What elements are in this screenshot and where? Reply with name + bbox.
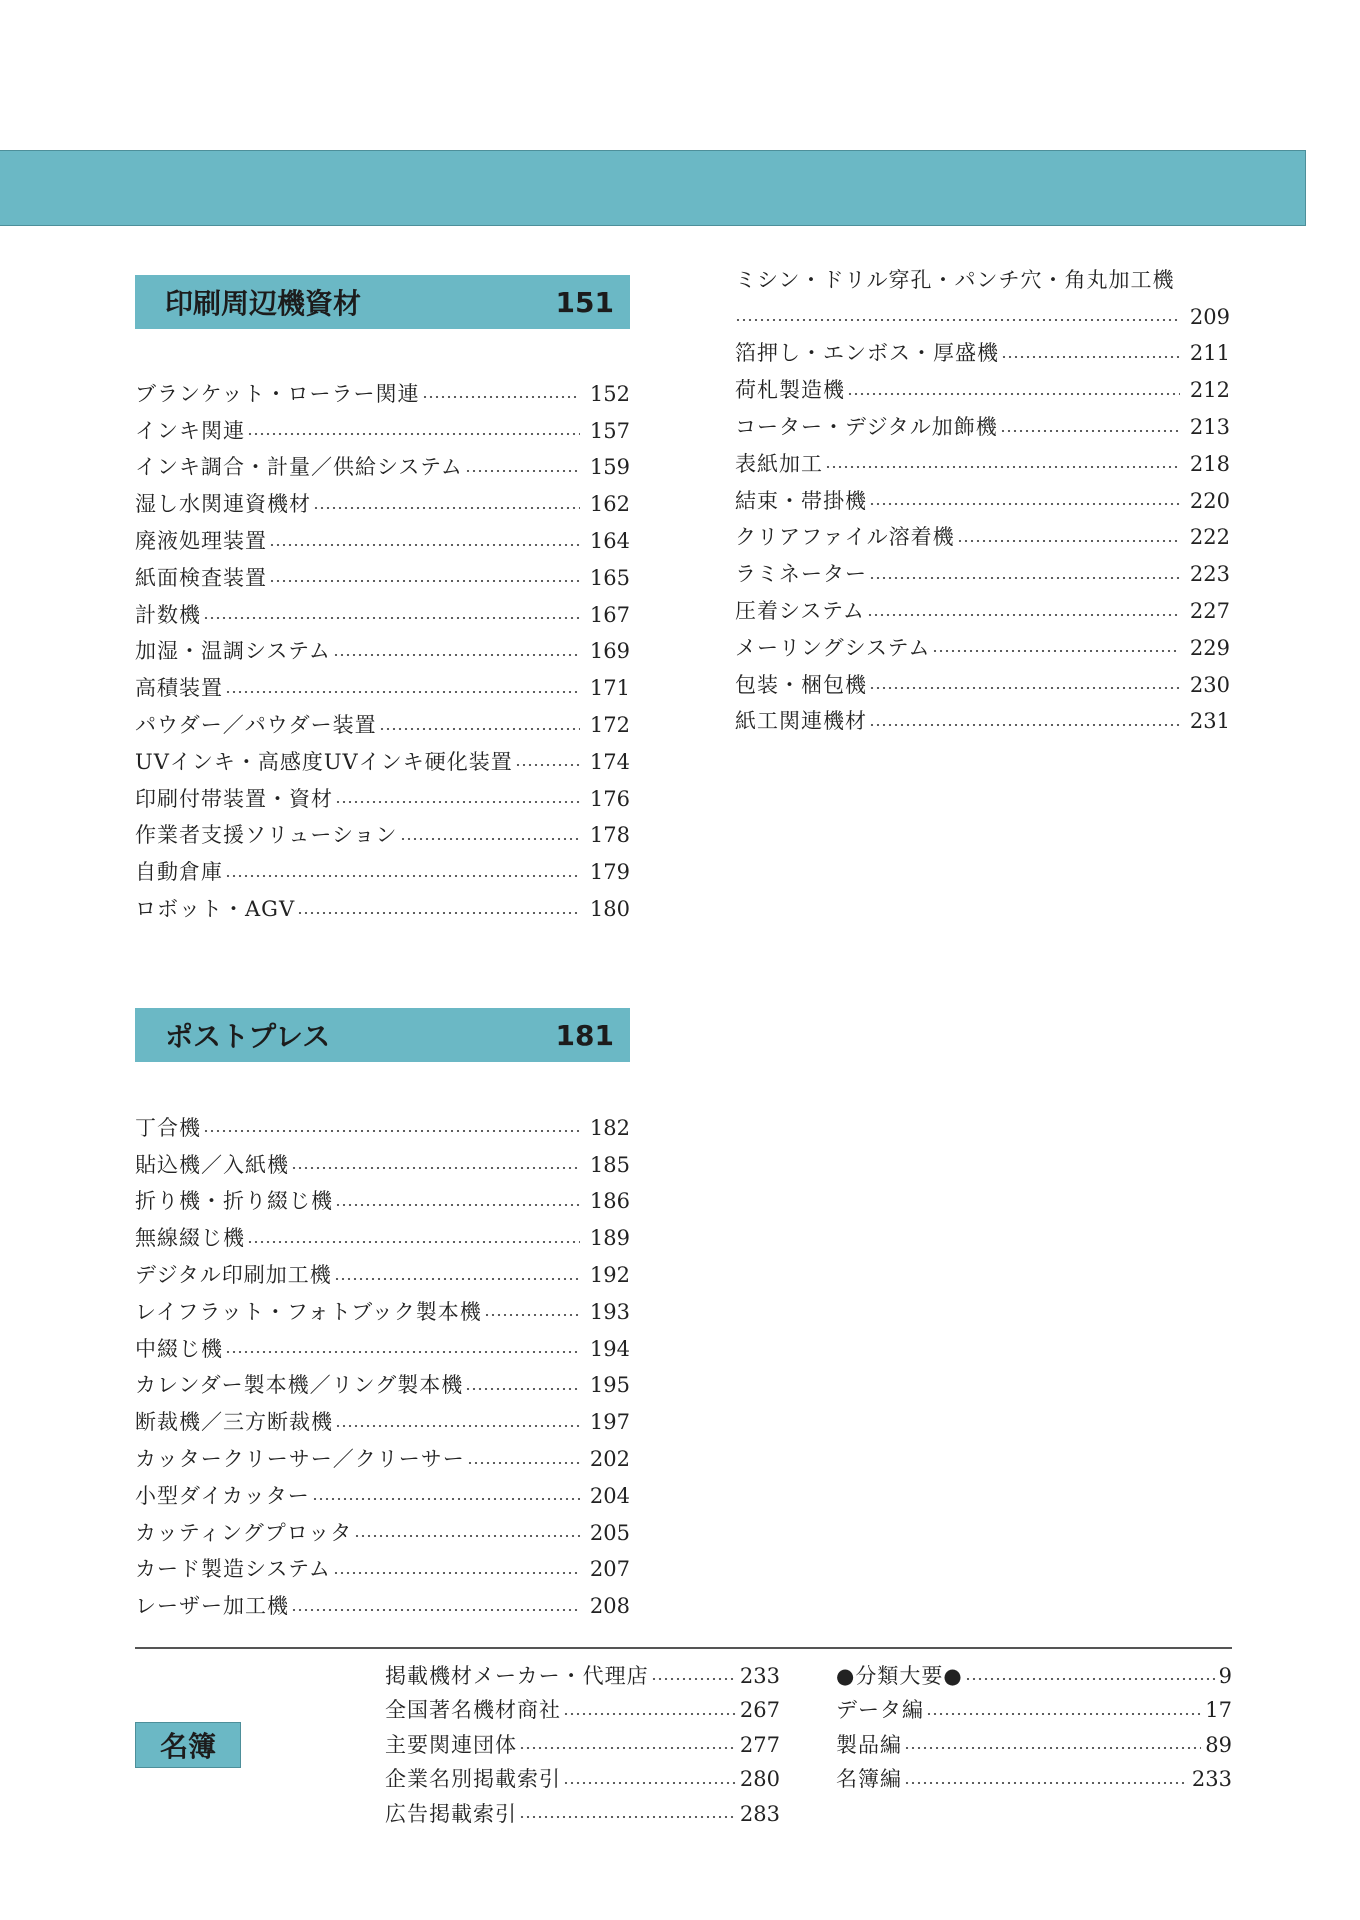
toc-entry-label: 自動倉庫 [135,860,223,885]
toc-entry-page: 213 [1189,415,1230,440]
toc-entry[interactable] [135,450,630,487]
toc-entry-label: 広告掲載索引 [385,1801,517,1826]
leader-dots [484,1314,580,1316]
leader-dots [313,507,580,509]
toc-entry[interactable] [135,560,630,597]
toc-entry-label: インキ関連 [135,418,245,443]
toc-entry-page: 195 [589,1373,630,1398]
leader-dots [335,1425,580,1427]
toc-entry-label: 製品編 [836,1732,902,1757]
toc-entry[interactable] [135,1368,630,1405]
toc-entry[interactable] [135,1294,630,1331]
leader-dots [515,764,580,766]
leader-dots [203,1130,580,1132]
leader-dots [869,503,1180,505]
toc-entry-label: 高積装置 [135,676,223,701]
toc-entry-label: 湿し水関連資機材 [135,492,311,517]
toc-entry-page: 220 [1189,488,1230,513]
toc-entry-label: ブランケット・ローラー関連 [135,381,420,406]
leader-dots [825,466,1180,468]
toc-entry[interactable] [735,409,1230,446]
toc-entry-label: クリアファイル溶着機 [735,525,955,550]
toc-entry[interactable] [135,1220,630,1257]
toc-entry-label: インキ調合・計量／供給システム [135,455,463,480]
toc-entry-label: 断裁機／三方断裁機 [135,1410,333,1435]
toc-entry-page: 205 [589,1520,630,1545]
toc-entry-label: 加湿・温調システム [135,639,331,664]
toc-entry-page: 192 [589,1263,630,1288]
toc-entry[interactable] [135,744,630,781]
toc-entry-label: UVインキ・高感度UVインキ硬化装置 [135,749,513,774]
leader-dots [932,650,1179,652]
toc-entry-label: 無線綴じ機 [135,1226,245,1251]
leader-dots [869,577,1180,579]
header-band [0,150,1306,226]
toc-entry-label: ラミネーター [735,562,867,587]
toc-entry[interactable] [735,520,1230,557]
leader-dots [651,1678,736,1680]
leader-dots [225,691,580,693]
toc-entry-page: 179 [589,860,630,885]
toc-entry-page: 212 [1189,378,1230,403]
toc-entry-page: 89 [1205,1732,1232,1757]
toc-entry-label: 印刷付帯装置・資材 [135,786,333,811]
toc-entry[interactable] [735,483,1230,520]
toc-entry-page: 267 [739,1698,780,1723]
toc-entry[interactable] [135,1257,630,1294]
section-page: 181 [555,1018,614,1052]
leader-dots [867,614,1180,616]
toc-entry[interactable] [135,1184,630,1221]
toc-entry[interactable] [836,1694,1232,1729]
toc-entry-page: 182 [589,1115,630,1140]
toc-entry-page: 171 [589,676,630,701]
toc-entry[interactable] [135,634,630,671]
leader-dots [333,654,580,656]
toc-entry[interactable] [135,781,630,818]
toc-entry-page: 157 [589,418,630,443]
toc-entry-label: カレンダー製本機／リング製本機 [135,1373,464,1398]
leader-dots [465,470,580,472]
section-title: 印刷周辺機資材 [165,287,362,320]
toc-entry-page: 176 [589,786,630,811]
toc-entry-label: コーター・デジタル加飾機 [735,415,998,440]
toc-entry-continuation[interactable] [735,299,1230,336]
toc-entry-page: 169 [589,639,630,664]
toc-entry-page: 209 [1189,304,1230,329]
directory-title: 名簿 [159,1730,216,1763]
toc-entry[interactable] [836,1763,1232,1798]
leader-dots [247,433,580,435]
section-page: 151 [555,285,614,319]
leader-dots [297,912,580,914]
toc-entry-page: 204 [589,1483,630,1508]
leader-dots [869,724,1180,726]
toc-entry-label: デジタル印刷加工機 [135,1263,332,1288]
toc-entry-page: 174 [589,749,630,774]
toc-entry-label: 計数機 [135,602,201,627]
toc-entry[interactable] [135,1147,630,1184]
leader-dots [400,838,580,840]
toc-entry-label: ミシン・ドリル穿孔・パンチ穴・角丸加工機 [735,267,1175,292]
leader-dots [291,1167,580,1169]
toc-entry-label: 紙工関連機材 [735,709,867,734]
section-header-peripheral [135,275,630,329]
toc-entry-label: 作業者支援ソリューション [135,823,398,848]
toc-entry-label: 企業名別掲載索引 [385,1767,561,1792]
toc-entry-page: 178 [589,823,630,848]
leader-dots [519,1816,736,1818]
toc-entry[interactable] [735,262,1230,299]
toc-entry[interactable] [135,486,630,523]
leader-dots [957,540,1180,542]
toc-entry-page: 218 [1189,451,1230,476]
section-title: ポストプレス [165,1020,331,1053]
leader-dots [334,1278,580,1280]
toc-entry[interactable] [385,1659,780,1694]
toc-entry[interactable] [135,1478,630,1515]
toc-list-postpress [135,1110,630,1625]
leader-dots [335,801,580,803]
toc-entry[interactable] [385,1694,780,1729]
toc-entry-page: 222 [1189,525,1230,550]
toc-entry-label: パウダー／パウダー装置 [135,713,377,738]
leader-dots [563,1782,736,1784]
leader-dots [735,319,1180,321]
divider-line [135,1647,1232,1649]
toc-entry-page: 227 [1189,599,1230,624]
toc-entry[interactable] [735,556,1230,593]
leader-dots [333,1572,580,1574]
toc-entry[interactable] [135,1331,630,1368]
toc-entry-label: 中綴じ機 [135,1336,223,1361]
toc-entry-page: 189 [589,1226,630,1251]
toc-entry-page: 231 [1189,709,1230,734]
toc-entry-label: 結束・帯掛機 [735,488,867,513]
toc-entry-page: 230 [1189,672,1230,697]
leader-dots [563,1713,736,1715]
toc-entry-label: 表紙加工 [735,451,823,476]
leader-dots [965,1678,1215,1680]
leader-dots [312,1498,580,1500]
toc-entry-page: 277 [739,1732,780,1757]
toc-entry-label: 包装・梱包機 [735,672,867,697]
toc-entry[interactable] [135,1552,630,1589]
toc-entry-page: 185 [589,1152,630,1177]
leader-dots [465,1388,580,1390]
toc-entry[interactable] [135,854,630,891]
toc-entry[interactable] [135,376,630,413]
leader-dots [1001,356,1180,358]
toc-entry-page: 9 [1218,1663,1232,1688]
toc-entry-page: 233 [739,1663,780,1688]
toc-entry-page: 164 [589,529,630,554]
toc-entry[interactable] [135,523,630,560]
toc-entry[interactable] [135,891,630,928]
toc-entry-label: カッティングプロッタ [135,1520,353,1545]
toc-entry[interactable] [135,1588,630,1625]
leader-dots [225,875,580,877]
toc-entry-page: 159 [589,455,630,480]
toc-entry[interactable] [135,670,630,707]
leader-dots [904,1782,1188,1784]
toc-entry[interactable] [385,1797,780,1832]
toc-entry-label: レーザー加工機 [135,1594,289,1619]
toc-entry-label: 小型ダイカッター [135,1483,310,1508]
toc-entry-page: 207 [589,1557,630,1582]
toc-entry-label: 全国著名機材商社 [385,1698,561,1723]
toc-entry-label: ●分類大要● [836,1663,963,1688]
leader-dots [1000,430,1180,432]
toc-entry-page: 165 [589,565,630,590]
toc-entry-label: メーリングシステム [735,635,931,660]
toc-entry[interactable] [135,1110,630,1147]
toc-entry[interactable] [385,1728,780,1763]
leader-dots [247,1241,580,1243]
toc-list-postpress-continued [735,262,1230,740]
toc-entry-page: 162 [589,492,630,517]
toc-entry[interactable] [836,1728,1232,1763]
toc-list-peripheral [135,376,630,928]
leader-dots [904,1747,1201,1749]
toc-entry-page: 229 [1189,635,1230,660]
toc-entry-label: 名簿編 [836,1767,902,1792]
toc-entry-page: 280 [739,1767,780,1792]
toc-entry-page: 193 [589,1299,630,1324]
toc-entry[interactable] [135,1515,630,1552]
toc-entry-page: 167 [589,602,630,627]
toc-entry[interactable] [735,667,1230,704]
toc-entry-page: 194 [589,1336,630,1361]
toc-entry[interactable] [135,1441,630,1478]
toc-list-directory [385,1659,780,1832]
toc-entry-page: 17 [1205,1698,1232,1723]
toc-entry-label: 主要関連団体 [385,1732,517,1757]
toc-entry[interactable] [836,1659,1232,1694]
toc-entry-label: 廃液処理装置 [135,529,267,554]
leader-dots [847,393,1180,395]
toc-entry[interactable] [735,630,1230,667]
toc-entry-label: 圧着システム [735,599,865,624]
toc-entry-page: 233 [1191,1767,1232,1792]
toc-entry[interactable] [735,336,1230,373]
toc-entry[interactable] [135,707,630,744]
toc-entry-page: 211 [1189,341,1230,366]
toc-entry-page: 208 [589,1594,630,1619]
toc-entry[interactable] [135,818,630,855]
toc-entry-label: ロボット・AGV [135,897,296,922]
leader-dots [269,544,580,546]
toc-entry-label: 荷札製造機 [735,378,845,403]
leader-dots [335,1204,580,1206]
leader-dots [269,580,580,582]
leader-dots [926,1713,1201,1715]
toc-entry-label: 丁合機 [135,1115,201,1140]
toc-entry-page: 172 [589,713,630,738]
toc-entry-page: 186 [589,1189,630,1214]
toc-entry-label: 紙面検査装置 [135,565,267,590]
toc-entry[interactable] [735,446,1230,483]
leader-dots [467,1462,580,1464]
leader-dots [225,1351,580,1353]
toc-entry-label: レイフラット・フォトブック製本機 [135,1299,482,1324]
leader-dots [291,1609,580,1611]
toc-entry[interactable] [135,1404,630,1441]
toc-entry-page: 283 [739,1801,780,1826]
toc-entry-label: 貼込機／入紙機 [135,1152,289,1177]
toc-entry-label: データ編 [836,1698,924,1723]
toc-entry-page: 202 [589,1447,630,1472]
toc-entry[interactable] [385,1763,780,1798]
toc-entry-label: カッタークリーサー／クリーサー [135,1447,465,1472]
toc-entry-page: 223 [1189,562,1230,587]
toc-list-overview [836,1659,1232,1797]
leader-dots [422,396,580,398]
toc-entry-label: カード製造システム [135,1557,331,1582]
toc-entry[interactable] [735,593,1230,630]
toc-entry-label: 箔押し・エンボス・厚盛機 [735,341,999,366]
directory-label [135,1722,241,1768]
toc-entry-label: 折り機・折り綴じ機 [135,1189,333,1214]
leader-dots [354,1535,580,1537]
toc-entry[interactable] [735,372,1230,409]
toc-entry-page: 197 [589,1410,630,1435]
toc-entry-label: 掲載機材メーカー・代理店 [385,1663,649,1688]
toc-entry[interactable] [735,704,1230,741]
toc-entry[interactable] [135,597,630,634]
leader-dots [379,728,580,730]
leader-dots [869,687,1180,689]
leader-dots [203,617,580,619]
toc-entry-page: 180 [589,897,630,922]
toc-entry[interactable] [135,413,630,450]
toc-entry-page: 152 [589,381,630,406]
section-header-postpress [135,1008,630,1062]
leader-dots [519,1747,736,1749]
